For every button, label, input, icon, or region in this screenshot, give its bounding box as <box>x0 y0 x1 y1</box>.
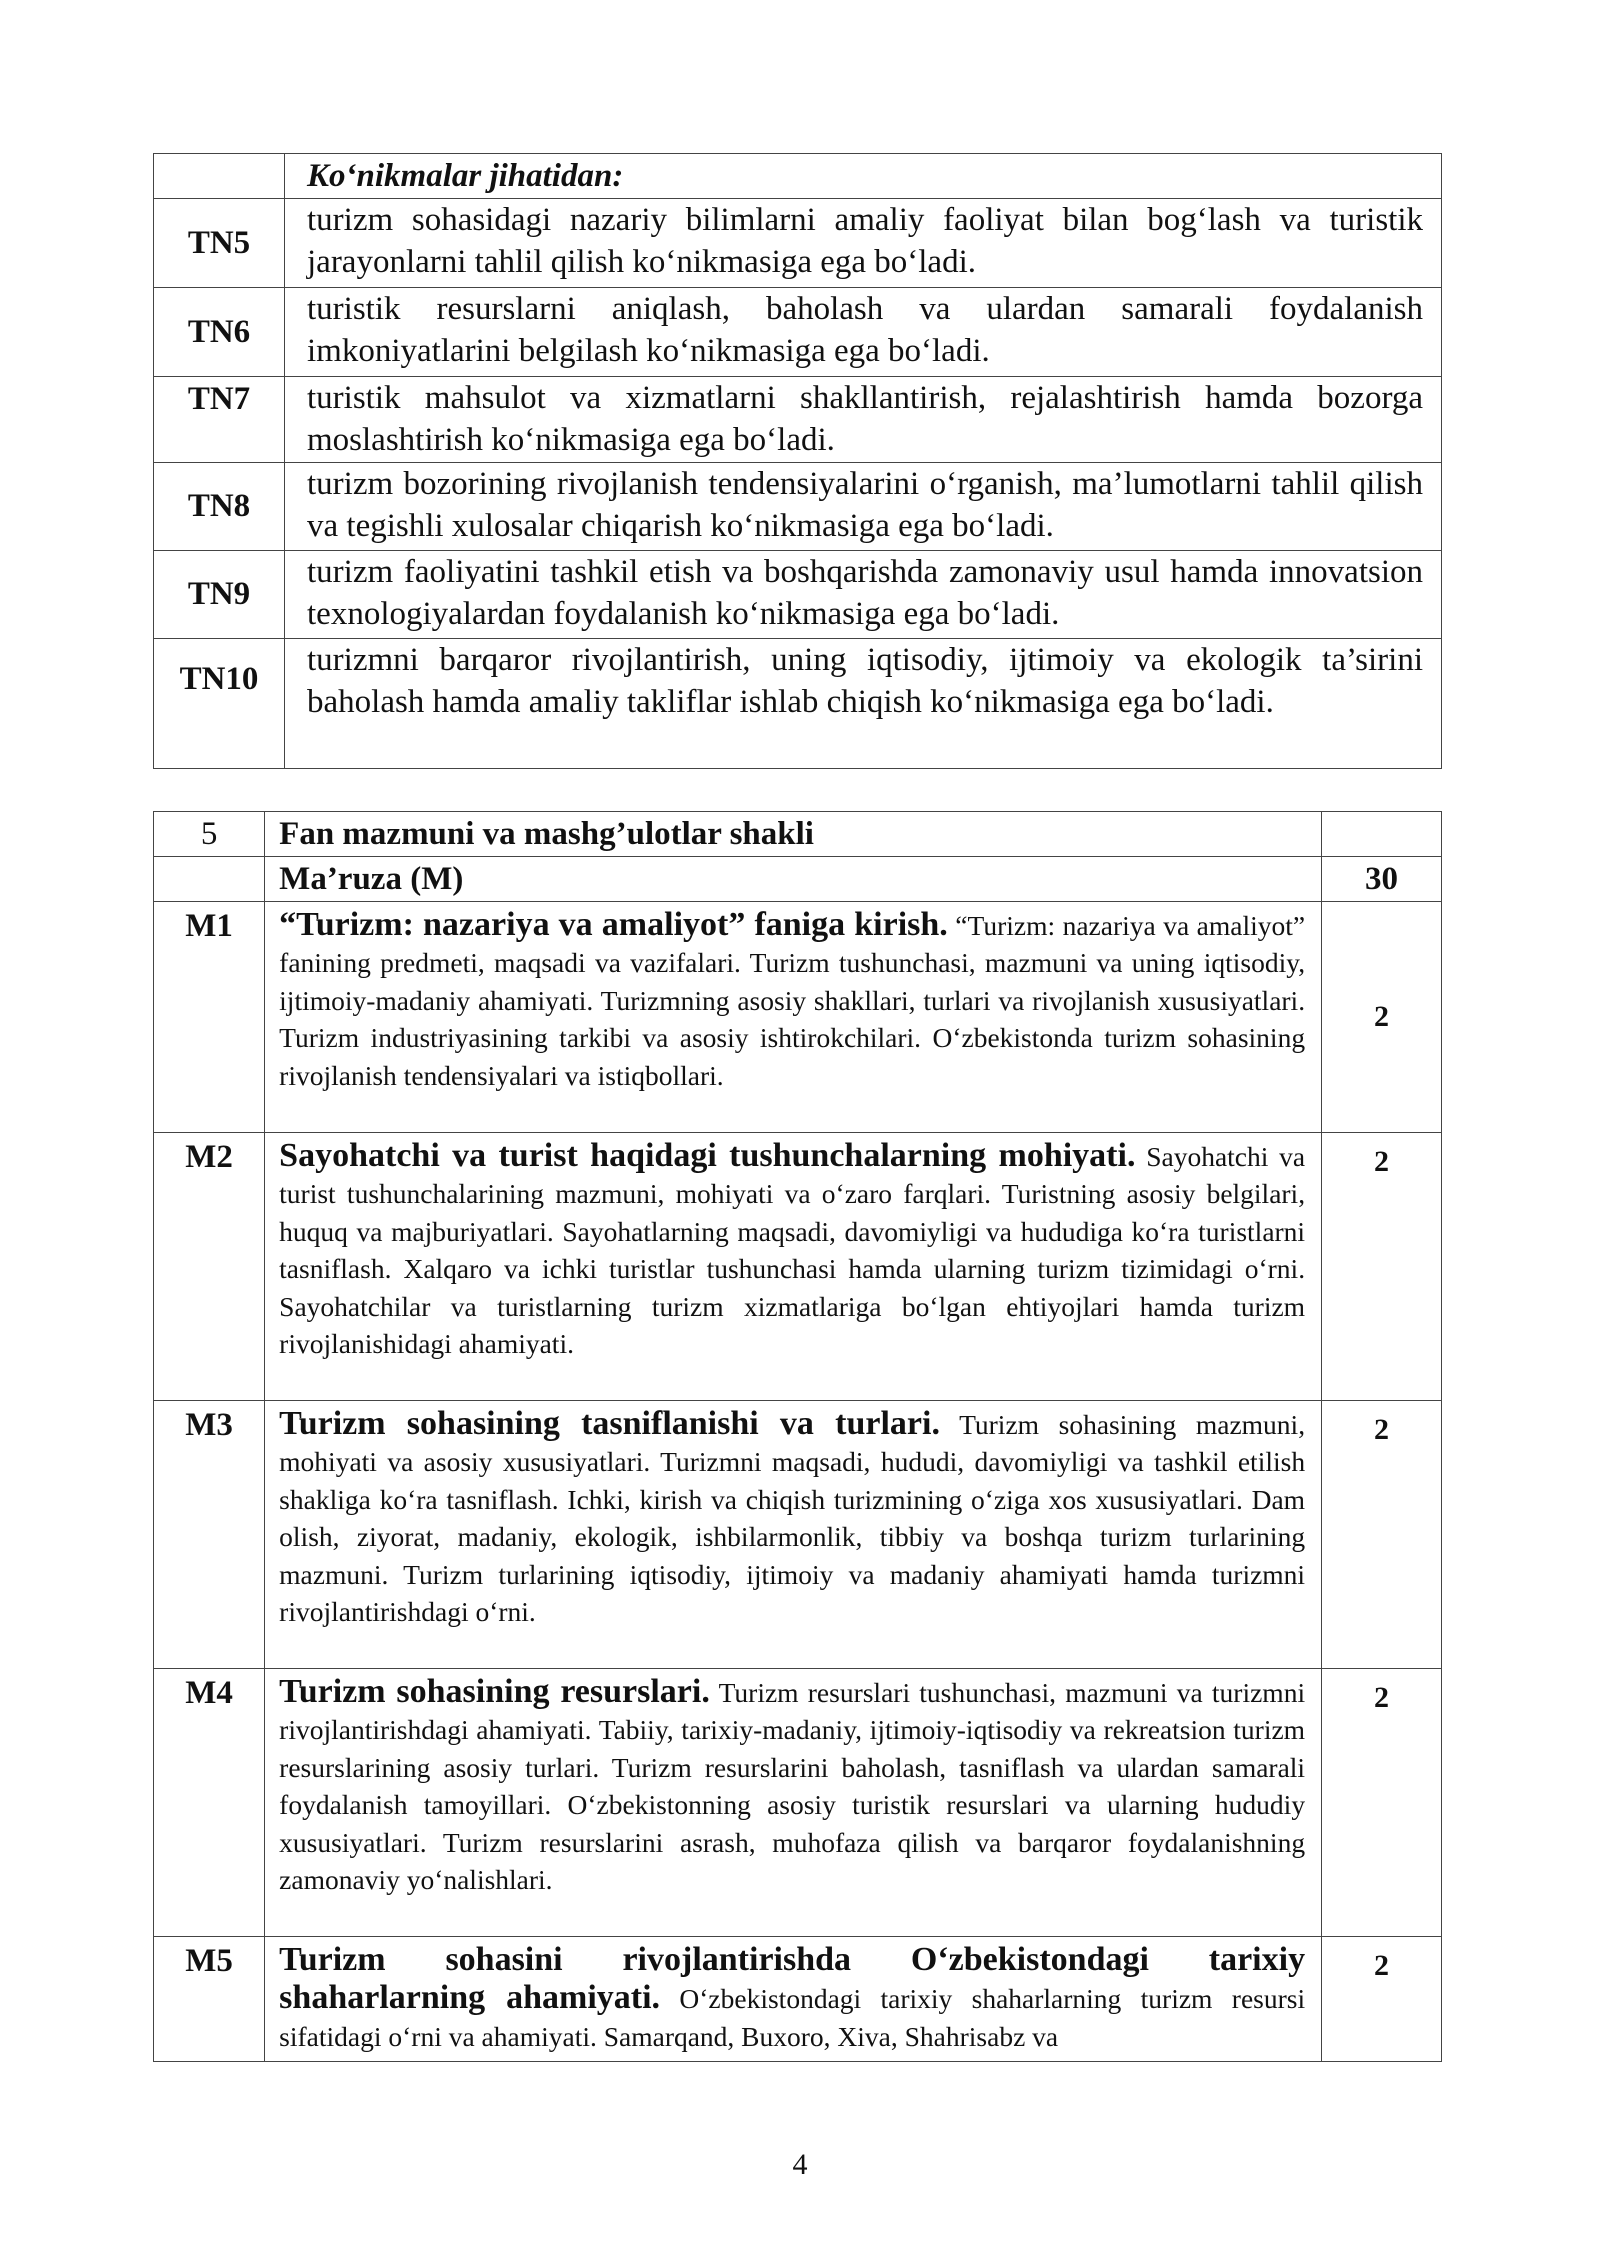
lecture-text: Turizm resurslari tushunchasi, mazmuni va turizmni rivojlantirishdagi ahamiyati. Tabiiy, tarixiy-madaniy, ijtimoiy-iqtisodiy va rekreatsion turizm resurslarining asosiy turlari. Turizm resurslarini baholash, tasniflash va ulardan samarali foydalanish tamoyillari. O‘zbekistonning asosiy turistik resurslari va ularning hududiy xususiyatlari. Turizm resurslarini asrash, muhofaza qilish va barqaror foydalanishning zamonaviy yo‘nalishlari. <box>279 1677 1306 1896</box>
lecture-text: “Turizm: nazariya va amaliyot” fanining predmeti, maqsadi va vazifalari. Turizm tushunchasi, mazmuni va uning iqtisodiy, ijtimoiy-madaniy ahamiyati. Turizmning asosiy shakllari, turlari va rivojlanish xususiyatlari. Turizm industriyasining tarkibi va asosiy ishtirokchilari. O‘zbekistonda turizm sohasining rivojlanish tendensiyalari va istiqbollari. <box>279 910 1306 1091</box>
skill-text: turizm sohasidagi nazariy bilimlarni amaliy faoliyat bilan bog‘lash va turistik jarayonlarni tahlil qilish ko‘nikmasiga ega bo‘ladi. <box>285 199 1442 288</box>
section-number: 5 <box>154 812 265 857</box>
lecture-body <box>265 1133 1322 1401</box>
lecture-title: Sayohatchi va turist haqidagi tushunchalarning mohiyati. <box>279 1137 1136 1174</box>
skills-header: Ko‘nikmalar jihatidan: <box>285 154 1442 199</box>
lecture-body <box>265 1669 1322 1937</box>
table-row <box>154 1937 1442 2062</box>
skill-text: turizmni barqaror rivojlantirish, uning iqtisodiy, ijtimoiy va ekologik ta’sirini baholash hamda amaliy takliflar ishlab chiqish ko‘nikmasiga ega bo‘ladi. <box>285 639 1442 769</box>
skill-code: TN9 <box>154 551 285 639</box>
lecture-text: Turizm sohasining mazmuni, mohiyati va asosiy xususiyatlari. Turizmni maqsadi, hududi, davomiyligi va tashkil etilish shakliga ko‘ra tasniflash. Ichki, kirish va chiqish turizmining o‘ziga xos xususiyatlari. Dam olish, ziyorat, madaniy, ekologik, ishbilarmonlik, tibbiy va boshqa turizm turlarining mazmuni. Turizm turlarining iqtisodiy, ijtimoiy va madaniy ahamiyati hamda turizmni rivojlantirishdagi o‘rni. <box>279 1409 1306 1628</box>
lecture-hours: 2 <box>1322 1669 1442 1937</box>
table-row <box>154 463 1442 551</box>
lecture-title: Turizm sohasining tasniflanishi va turlari. <box>279 1405 940 1442</box>
table-row <box>154 902 1442 1133</box>
empty-cell <box>154 154 285 199</box>
skill-code: TN8 <box>154 463 285 551</box>
lecture-text: O‘zbekistondagi tarixiy shaharlarning turizm resursi sifatidagi o‘rni va ahamiyati. Samarqand, Buxoro, Xiva, Shahrisabz va <box>279 1983 1306 2052</box>
skill-code: TN5 <box>154 199 285 288</box>
lecture-body <box>265 1937 1322 2062</box>
empty-cell <box>1322 812 1442 857</box>
lecture-total-hours: 30 <box>1322 857 1442 902</box>
skill-text: turizm bozorining rivojlanish tendensiyalarini o‘rganish, ma’lumotlarni tahlil qilish va tegishli xulosalar chiqarish ko‘nikmasiga ega bo‘ladi. <box>285 463 1442 551</box>
table-row <box>154 1133 1442 1401</box>
lecture-code: M4 <box>154 1669 265 1937</box>
table-row <box>154 857 1442 902</box>
lecture-body <box>265 1401 1322 1669</box>
skills-table <box>153 153 1442 769</box>
lecture-hours: 2 <box>1322 1401 1442 1669</box>
table-row <box>154 551 1442 639</box>
table-row <box>154 154 1442 199</box>
lecture-title: Turizm sohasining resurslari. <box>279 1673 710 1710</box>
content-table <box>153 811 1442 2062</box>
page-number: 4 <box>792 2148 808 2181</box>
skill-text: turizm faoliyatini tashkil etish va boshqarishda zamonaviy usul hamda innovatsion texnologiyalardan foydalanish ko‘nikmasiga ega bo‘ladi. <box>285 551 1442 639</box>
lecture-body <box>265 902 1322 1133</box>
table-row <box>154 812 1442 857</box>
table-row <box>154 1669 1442 1937</box>
lecture-code: M2 <box>154 1133 265 1401</box>
table-row <box>154 288 1442 377</box>
lecture-hours: 2 <box>1322 1937 1442 2062</box>
lecture-code: M5 <box>154 1937 265 2062</box>
section-title: Fan mazmuni va mashg’ulotlar shakli <box>265 812 1322 857</box>
lecture-code: M3 <box>154 1401 265 1669</box>
lecture-text: Sayohatchi va turist tushunchalarining mazmuni, mohiyati va o‘zaro farqlari. Turistning asosiy belgilari, huquq va majburiyatlari. Sayohatlarning maqsadi, davomiyligi va hududiga ko‘ra turistlarni tasniflash. Xalqaro va ichki turistlar tushunchasi hamda ularning turizm tizimidagi o‘rni. Sayohatchilar va turistlarning turizm xizmatlariga bo‘lgan ehtiyojlari hamda turizm rivojlanishidagi ahamiyati. <box>279 1141 1306 1360</box>
lecture-header: Ma’ruza (M) <box>265 857 1322 902</box>
lecture-hours: 2 <box>1322 1133 1442 1401</box>
lecture-title: Turizm sohasini rivojlantirishda O‘zbekistondagi tarixiy shaharlarning ahamiyati. <box>279 1941 1306 2017</box>
table-row <box>154 199 1442 288</box>
lecture-code: M1 <box>154 902 265 1133</box>
lecture-hours: 2 <box>1322 902 1442 1133</box>
table-row <box>154 639 1442 769</box>
table-row <box>154 377 1442 463</box>
skill-code: TN6 <box>154 288 285 377</box>
table-row <box>154 1401 1442 1669</box>
skill-text: turistik mahsulot va xizmatlarni shakllantirish, rejalashtirish hamda bozorga moslashtirish ko‘nikmasiga ega bo‘ladi. <box>285 377 1442 463</box>
empty-cell <box>154 857 265 902</box>
lecture-title: “Turizm: nazariya va amaliyot” faniga kirish. <box>279 906 948 943</box>
skill-text: turistik resurslarni aniqlash, baholash va ulardan samarali foydalanish imkoniyatlarini belgilash ko‘nikmasiga ega bo‘ladi. <box>285 288 1442 377</box>
skill-code: TN10 <box>154 639 285 769</box>
skill-code: TN7 <box>154 377 285 463</box>
